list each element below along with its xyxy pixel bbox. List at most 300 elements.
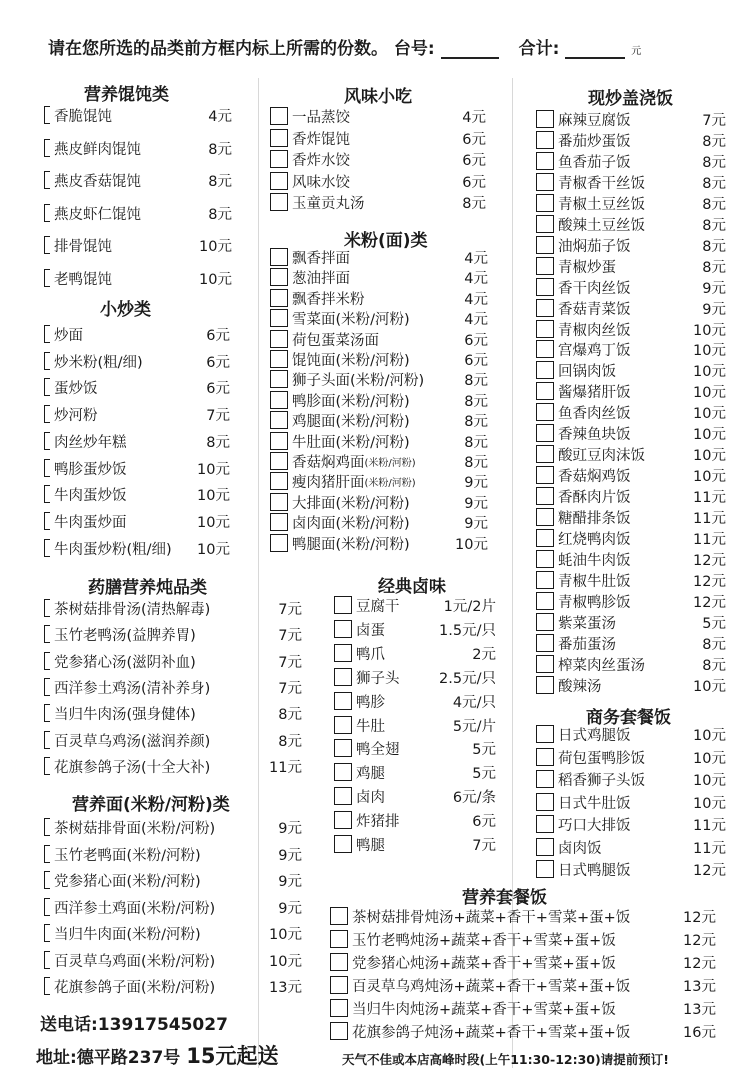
item-price: 4元: [464, 250, 488, 267]
quantity-checkbox[interactable]: [44, 171, 50, 189]
quantity-checkbox[interactable]: [44, 951, 50, 969]
quantity-checkbox[interactable]: [536, 466, 554, 484]
item-name: 牛肉蛋炒面: [54, 514, 127, 531]
menu-item: [44, 137, 141, 159]
quantity-checkbox[interactable]: [44, 757, 50, 775]
quantity-checkbox[interactable]: [536, 382, 554, 400]
menu-item: [536, 297, 631, 319]
menu-item: [270, 148, 350, 170]
item-price: 11元: [693, 531, 726, 548]
quantity-checkbox[interactable]: [270, 129, 288, 147]
menu-item: [536, 836, 602, 858]
quantity-checkbox[interactable]: [536, 299, 554, 317]
quantity-checkbox[interactable]: [44, 539, 50, 557]
column-divider: [258, 78, 259, 1068]
section-title-rice-noodle: 米粉(面)类: [344, 231, 428, 251]
quantity-checkbox[interactable]: [536, 424, 554, 442]
quantity-checkbox[interactable]: [44, 871, 50, 889]
item-name: 百灵草乌鸡汤(滋润养颜): [54, 733, 211, 750]
item-name: 香干肉丝饭: [558, 280, 631, 297]
item-name: 花旗参鸽子炖汤+蔬菜+香干+雪菜+蛋+饭: [352, 1024, 631, 1041]
menu-item: [44, 729, 210, 751]
quantity-checkbox[interactable]: [536, 655, 554, 673]
item-price: 12元: [693, 594, 726, 611]
quantity-checkbox[interactable]: [536, 571, 554, 589]
item-price: 9元: [278, 900, 302, 917]
quantity-checkbox[interactable]: [536, 508, 554, 526]
menu-item: [330, 997, 616, 1019]
item-name: 巧口大排饭: [558, 817, 631, 834]
quantity-checkbox[interactable]: [536, 815, 554, 833]
item-price: 4元/只: [452, 694, 496, 711]
item-price: 10元: [269, 953, 302, 970]
item-price: 2元: [472, 646, 496, 663]
item-name: 卤蛋: [356, 622, 385, 639]
item-name: 燕皮鲜肉馄饨: [54, 141, 141, 158]
section-title-nutrition-set: 营养套餐饭: [462, 888, 547, 908]
quantity-checkbox[interactable]: [334, 692, 352, 710]
quantity-checkbox[interactable]: [44, 405, 50, 423]
quantity-checkbox[interactable]: [330, 999, 348, 1017]
item-price: 8元: [464, 434, 488, 451]
item-name: 香炸馄饨: [292, 131, 350, 148]
quantity-checkbox[interactable]: [330, 976, 348, 994]
item-name: 青椒土豆丝饭: [558, 196, 645, 213]
quantity-checkbox[interactable]: [44, 652, 50, 670]
item-name: 蚝油牛肉饭: [558, 552, 631, 569]
quantity-checkbox[interactable]: [270, 172, 288, 190]
item-price: 9元: [278, 820, 302, 837]
quantity-checkbox[interactable]: [44, 924, 50, 942]
item-price: 10元: [197, 487, 230, 504]
quantity-checkbox[interactable]: [44, 378, 50, 396]
menu-item: [536, 359, 616, 381]
quantity-checkbox[interactable]: [334, 716, 352, 734]
menu-item: [270, 430, 410, 452]
quantity-checkbox[interactable]: [270, 411, 288, 429]
item-price: 5元: [472, 741, 496, 758]
quantity-checkbox[interactable]: [334, 620, 352, 638]
menu-item: [270, 409, 410, 431]
item-name: 酸辣汤: [558, 678, 602, 695]
item-price: 7元: [278, 627, 302, 644]
item-price: 4元: [464, 270, 488, 287]
item-price: 6元: [462, 152, 486, 169]
quantity-checkbox[interactable]: [536, 110, 554, 128]
item-price: 2.5元/只: [439, 670, 496, 687]
quantity-checkbox[interactable]: [334, 811, 352, 829]
item-price: 4元: [464, 311, 488, 328]
menu-item: [536, 858, 631, 880]
menu-item: [44, 350, 143, 372]
quantity-checkbox[interactable]: [270, 391, 288, 409]
quantity-checkbox[interactable]: [44, 432, 50, 450]
quantity-checkbox[interactable]: [44, 898, 50, 916]
item-price: 10元: [693, 426, 726, 443]
item-name: 玉竹老鸭面(米粉/河粉): [54, 847, 201, 864]
item-name: 狮子头: [356, 670, 400, 687]
quantity-checkbox[interactable]: [44, 731, 50, 749]
item-name: 当归牛肉汤(强身健体): [54, 706, 196, 723]
item-price: 5元: [702, 615, 726, 632]
item-name: 馄饨面(米粉/河粉): [292, 352, 410, 369]
item-name: 花旗参鸽子汤(十全大补): [54, 759, 211, 776]
quantity-checkbox[interactable]: [334, 763, 352, 781]
quantity-checkbox[interactable]: [536, 550, 554, 568]
minimum-order: 15元起送: [186, 1044, 279, 1068]
quantity-checkbox[interactable]: [270, 289, 288, 307]
item-name: 鸡腿: [356, 765, 385, 782]
menu-item: [44, 949, 215, 971]
menu-item: [536, 611, 616, 633]
item-name: 燕皮虾仁馄饨: [54, 206, 141, 223]
item-price: 11元: [693, 817, 726, 834]
item-name: 青椒炒蛋: [558, 259, 616, 276]
item-note: (米粉/河粉): [364, 477, 416, 489]
menu-item: [44, 975, 215, 997]
item-name: 荷包蛋鸭胗饭: [558, 750, 645, 767]
item-price: 8元: [702, 636, 726, 653]
item-price: 10元: [455, 536, 488, 553]
menu-item: [44, 597, 210, 619]
item-name: 鸭爪: [356, 646, 385, 663]
item-name: 番茄蛋汤: [558, 636, 616, 653]
item-price: 10元: [197, 514, 230, 531]
menu-item: [536, 401, 631, 423]
total-field[interactable]: [565, 41, 625, 59]
menu-item: [44, 537, 172, 559]
menu-item: [334, 737, 400, 759]
item-name: 牛肉蛋炒粉(粗/细): [54, 541, 172, 558]
item-name: 荷包蛋菜汤面: [292, 332, 379, 349]
item-price: 10元: [693, 342, 726, 359]
item-name: 酱爆猪肝饭: [558, 384, 631, 401]
item-price: 6元: [464, 332, 488, 349]
quantity-checkbox[interactable]: [44, 485, 50, 503]
item-name: 日式牛肚饭: [558, 795, 631, 812]
menu-item: [44, 816, 215, 838]
item-price: 9元: [278, 847, 302, 864]
item-name: 紫菜蛋汤: [558, 615, 616, 632]
menu-item: [536, 255, 616, 277]
menu-item: [270, 470, 416, 492]
menu-item: [44, 623, 196, 645]
item-name: 燕皮香菇馄饨: [54, 173, 141, 190]
quantity-checkbox[interactable]: [270, 534, 288, 552]
quantity-checkbox[interactable]: [270, 432, 288, 450]
quantity-checkbox[interactable]: [270, 513, 288, 531]
item-note: (米粉/河粉): [364, 457, 416, 469]
quantity-checkbox[interactable]: [44, 352, 50, 370]
menu-item: [536, 129, 631, 151]
quantity-checkbox[interactable]: [536, 793, 554, 811]
quantity-checkbox[interactable]: [44, 625, 50, 643]
menu-item: [334, 690, 385, 712]
item-price: 6元: [462, 131, 486, 148]
item-price: 11元: [693, 840, 726, 857]
item-name: 香菇焖鸡饭: [558, 468, 631, 485]
item-price: 8元: [702, 196, 726, 213]
menu-item: [44, 650, 196, 672]
quantity-checkbox[interactable]: [536, 361, 554, 379]
menu-item: [536, 723, 631, 745]
quantity-checkbox[interactable]: [330, 907, 348, 925]
menu-item: [536, 464, 631, 486]
item-name: 飘香拌米粉: [292, 291, 365, 308]
item-name: 炒面: [54, 327, 83, 344]
quantity-checkbox[interactable]: [44, 106, 50, 124]
quantity-checkbox[interactable]: [270, 248, 288, 266]
menu-item: [44, 104, 112, 126]
quantity-checkbox[interactable]: [334, 668, 352, 686]
delivery-phone: 送电话:13917545027: [40, 1015, 228, 1035]
quantity-checkbox[interactable]: [44, 704, 50, 722]
item-name: 香菇青菜饭: [558, 301, 631, 318]
item-name: 回锅肉饭: [558, 363, 616, 380]
menu-item: [44, 267, 112, 289]
item-price: 6元/条: [452, 789, 496, 806]
quantity-checkbox[interactable]: [270, 452, 288, 470]
quantity-checkbox[interactable]: [330, 1022, 348, 1040]
item-name: 当归牛肉炖汤+蔬菜+香干+雪菜+蛋+饭: [352, 1001, 616, 1018]
quantity-checkbox[interactable]: [536, 676, 554, 694]
menu-item: [330, 905, 630, 927]
menu-item: [536, 590, 631, 612]
quantity-checkbox[interactable]: [536, 340, 554, 358]
item-name: 香酥肉片饭: [558, 489, 631, 506]
item-name: 葱油拌面: [292, 270, 350, 287]
item-price: 16元: [683, 1024, 716, 1041]
quantity-checkbox[interactable]: [44, 818, 50, 836]
item-price: 8元: [464, 413, 488, 430]
quantity-checkbox[interactable]: [270, 330, 288, 348]
quantity-checkbox[interactable]: [536, 445, 554, 463]
quantity-checkbox[interactable]: [536, 725, 554, 743]
quantity-checkbox[interactable]: [536, 278, 554, 296]
quantity-checkbox[interactable]: [536, 131, 554, 149]
item-name: 鸭腿: [356, 837, 385, 854]
menu-item: [334, 714, 385, 736]
item-name: 玉竹老鸭炖汤+蔬菜+香干+雪菜+蛋+饭: [352, 932, 616, 949]
item-name: 狮子头面(米粉/河粉): [292, 372, 425, 389]
item-name: 鸭胗面(米粉/河粉): [292, 393, 410, 410]
item-name: 香菇焖鸡面: [292, 454, 365, 471]
quantity-checkbox[interactable]: [44, 459, 50, 477]
item-name: 宫爆鸡丁饭: [558, 342, 631, 359]
quantity-checkbox[interactable]: [334, 739, 352, 757]
quantity-checkbox[interactable]: [536, 592, 554, 610]
quantity-checkbox[interactable]: [270, 268, 288, 286]
quantity-checkbox[interactable]: [270, 493, 288, 511]
menu-item: [44, 169, 141, 191]
menu-item: [536, 318, 631, 340]
item-name: 豆腐干: [356, 598, 400, 615]
quantity-checkbox[interactable]: [44, 977, 50, 995]
table-number-field[interactable]: [441, 41, 499, 59]
item-price: 10元: [693, 468, 726, 485]
quantity-checkbox[interactable]: [536, 173, 554, 191]
instruction-text: 请在您所选的品类前方框内标上所需的份数。: [48, 39, 388, 59]
item-name: 百灵草乌鸡面(米粉/河粉): [54, 953, 216, 970]
quantity-checkbox[interactable]: [270, 150, 288, 168]
item-price: 5元/片: [452, 718, 496, 735]
menu-item: [536, 485, 631, 507]
quantity-checkbox[interactable]: [44, 599, 50, 617]
item-name: 油焖茄子饭: [558, 238, 631, 255]
total-label: 合计:: [518, 39, 560, 59]
item-price: 8元: [462, 195, 486, 212]
booking-notice: 天气不佳或本店高峰时段(上午11:30-12:30)请提前预订!: [342, 1052, 669, 1067]
item-name: 鸭全翅: [356, 741, 400, 758]
item-price: 10元: [693, 727, 726, 744]
menu-item: [536, 813, 631, 835]
quantity-checkbox[interactable]: [536, 770, 554, 788]
quantity-checkbox[interactable]: [334, 644, 352, 662]
item-price: 7元: [206, 407, 230, 424]
quantity-checkbox[interactable]: [270, 309, 288, 327]
quantity-checkbox[interactable]: [44, 512, 50, 530]
menu-item: [536, 380, 631, 402]
item-name: 肉丝炒年糕: [54, 434, 127, 451]
quantity-checkbox[interactable]: [536, 613, 554, 631]
item-name: 青椒鸭胗饭: [558, 594, 631, 611]
item-name: 番茄炒蛋饭: [558, 133, 631, 150]
quantity-checkbox[interactable]: [330, 953, 348, 971]
section-title-stirfry: 小炒类: [100, 300, 151, 320]
menu-item: [44, 510, 127, 532]
menu-item: [536, 653, 645, 675]
item-name: 玉童贡丸汤: [292, 195, 365, 212]
menu-item: [536, 632, 616, 654]
quantity-checkbox[interactable]: [536, 236, 554, 254]
item-price: 11元: [269, 759, 302, 776]
item-name: 牛肉蛋炒饭: [54, 487, 127, 504]
menu-item: [270, 307, 410, 329]
quantity-checkbox[interactable]: [536, 529, 554, 547]
quantity-checkbox[interactable]: [44, 139, 50, 157]
quantity-checkbox[interactable]: [270, 193, 288, 211]
menu-item: [44, 843, 201, 865]
menu-item: [536, 338, 631, 360]
menu-item: [270, 328, 379, 350]
quantity-checkbox[interactable]: [334, 835, 352, 853]
menu-item: [44, 403, 98, 425]
item-name: 蛋炒饭: [54, 380, 98, 397]
quantity-checkbox[interactable]: [330, 930, 348, 948]
quantity-checkbox[interactable]: [536, 634, 554, 652]
quantity-checkbox[interactable]: [536, 487, 554, 505]
item-name: 大排面(米粉/河粉): [292, 495, 410, 512]
menu-item: [536, 276, 631, 298]
item-price: 7元: [278, 601, 302, 618]
menu-item: [44, 922, 201, 944]
quantity-checkbox[interactable]: [536, 748, 554, 766]
item-name: 鸭胗: [356, 694, 385, 711]
quantity-checkbox[interactable]: [536, 194, 554, 212]
quantity-checkbox[interactable]: [536, 838, 554, 856]
item-price: 13元: [269, 979, 302, 996]
menu-item: [334, 642, 385, 664]
item-name: 日式鸡腿饭: [558, 727, 631, 744]
item-name: 老鸭馄饨: [54, 271, 112, 288]
item-name: 风味水饺: [292, 174, 350, 191]
quantity-checkbox[interactable]: [270, 370, 288, 388]
item-name: 鱼香茄子饭: [558, 154, 631, 171]
quantity-checkbox[interactable]: [536, 860, 554, 878]
item-price: 8元: [702, 259, 726, 276]
item-price: 1.5元/只: [439, 622, 496, 639]
item-price: 6元: [206, 327, 230, 344]
total-unit: 元: [631, 46, 642, 57]
item-price: 6元: [206, 380, 230, 397]
item-price: 12元: [683, 932, 716, 949]
item-price: 8元: [208, 141, 232, 158]
item-price: 10元: [199, 238, 232, 255]
quantity-checkbox[interactable]: [44, 204, 50, 222]
quantity-checkbox[interactable]: [334, 596, 352, 614]
menu-item: [44, 457, 127, 479]
section-title-rice-bowl: 现炒盖浇饭: [588, 89, 673, 109]
menu-item: [270, 348, 410, 370]
item-price: 4元: [462, 109, 486, 126]
menu-item: [44, 869, 201, 891]
quantity-checkbox[interactable]: [270, 472, 288, 490]
section-title-wonton: 营养馄饨类: [84, 85, 169, 105]
item-name: 青椒肉丝饭: [558, 322, 631, 339]
item-price: 8元: [208, 206, 232, 223]
item-price: 8元: [702, 154, 726, 171]
item-price: 10元: [693, 447, 726, 464]
quantity-checkbox[interactable]: [536, 403, 554, 421]
quantity-checkbox[interactable]: [536, 152, 554, 170]
quantity-checkbox[interactable]: [44, 236, 50, 254]
quantity-checkbox[interactable]: [270, 350, 288, 368]
item-name: 酸辣土豆丝饭: [558, 217, 645, 234]
address: 地址:德平路237号: [36, 1048, 181, 1068]
item-name: 青椒香干丝饭: [558, 175, 645, 192]
quantity-checkbox[interactable]: [44, 678, 50, 696]
menu-item: [536, 548, 631, 570]
quantity-checkbox[interactable]: [44, 845, 50, 863]
quantity-checkbox[interactable]: [536, 257, 554, 275]
item-price: 10元: [693, 322, 726, 339]
menu-item: [536, 674, 602, 696]
quantity-checkbox[interactable]: [44, 325, 50, 343]
quantity-checkbox[interactable]: [536, 320, 554, 338]
quantity-checkbox[interactable]: [334, 787, 352, 805]
item-price: 8元: [702, 657, 726, 674]
quantity-checkbox[interactable]: [536, 215, 554, 233]
menu-item: [334, 618, 385, 640]
item-price: 7元: [472, 837, 496, 854]
item-price: 8元: [208, 173, 232, 190]
item-price: 10元: [693, 678, 726, 695]
item-price: 12元: [683, 955, 716, 972]
menu-item: [44, 430, 127, 452]
item-name: 党参猪心汤(滋阴补血): [54, 654, 196, 671]
section-title-stew: 药膳营养炖品类: [88, 578, 207, 598]
quantity-checkbox[interactable]: [44, 269, 50, 287]
menu-item: [334, 833, 385, 855]
item-price: 9元: [702, 301, 726, 318]
item-price: 8元: [464, 454, 488, 471]
quantity-checkbox[interactable]: [270, 107, 288, 125]
item-name: 雪菜面(米粉/河粉): [292, 311, 410, 328]
item-name: 香炸水饺: [292, 152, 350, 169]
item-price: 8元: [702, 175, 726, 192]
menu-item: [270, 511, 410, 533]
item-name: 玉竹老鸭汤(益脾养胃): [54, 627, 196, 644]
